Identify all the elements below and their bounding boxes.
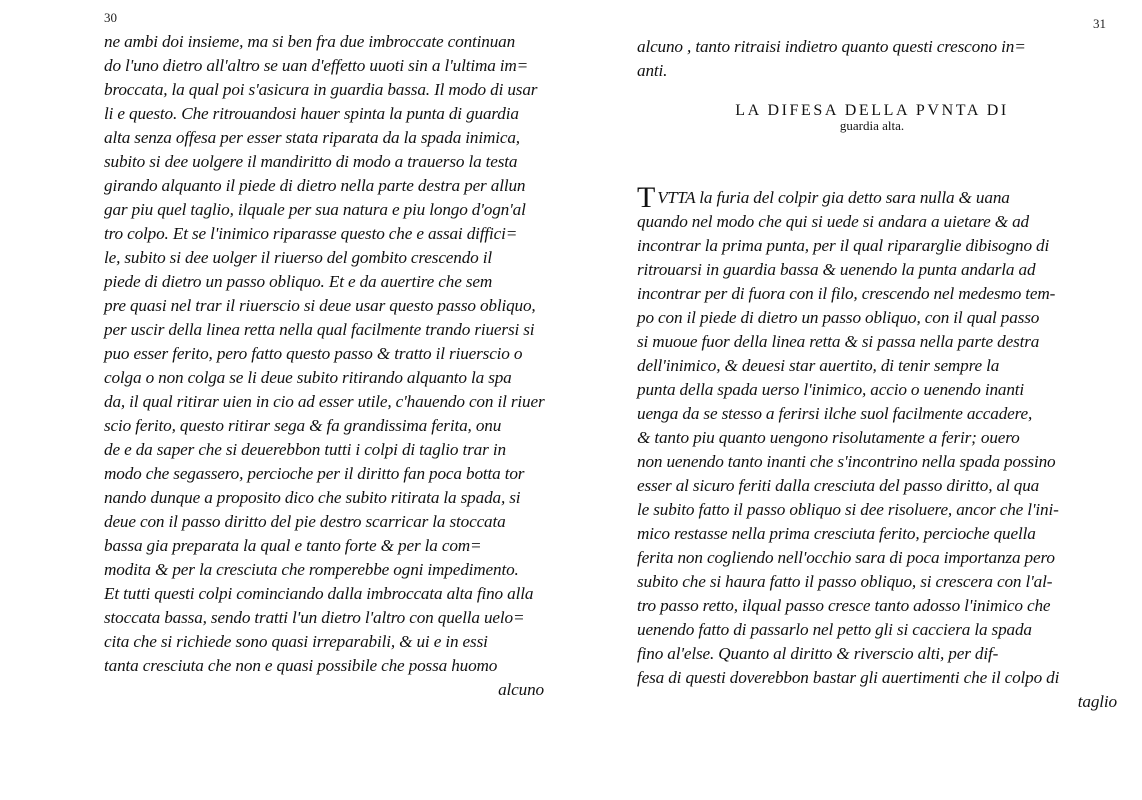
text-line: cita che si richiede sono quasi irreparabili, & ui e in essi [104, 632, 488, 651]
text-line: subito che si haura fatto il passo obliquo, si crescera con l'al- [637, 572, 1053, 591]
text-line: alta senza offesa per esser stata riparata da la spada inimica, [104, 128, 520, 147]
text-line: bassa gia preparata la qual e tanto forte & per la com= [104, 536, 482, 555]
text-line: scio ferito, questo ritirar sega & fa grandissima ferita, onu [104, 416, 502, 435]
text-line: incontrar per di fuora con il filo, crescendo nel medesmo tem- [637, 284, 1056, 303]
text-line: Et tutti questi colpi cominciando dalla imbroccata alta fino alla [104, 584, 534, 603]
text-line: le, subito si dee uolger il riuerso del gombito crescendo il [104, 248, 493, 267]
text-line: non uenendo tanto inanti che s'incontrino nella spada possino [637, 452, 1056, 471]
intro-line: anti. [637, 61, 668, 80]
text-line: subito si dee uolgere il mandiritto di modo a trauerso la testa [104, 152, 518, 171]
text-line: uenga da se stesso a ferirsi ilche suol facilmente accadere, [637, 404, 1033, 423]
left-page-catchword: alcuno [498, 680, 544, 699]
text-line: puo esser ferito, pero fatto questo passo & tratto il riuerscio o [104, 344, 523, 363]
text-line: tro passo retto, ilqual passo cresce tanto adosso l'inimico che [637, 596, 1051, 615]
text-line: modo che segassero, percioche per il diritto fan poca botta tor [104, 464, 525, 483]
text-line: si muoue fuor della linea retta & si passa nella parte destra [637, 332, 1040, 351]
text-line: po con il piede di dietro un passo obliquo, con il qual passo [637, 308, 1040, 327]
text-line: colga o non colga se li deue subito ritirando alquanto la spa [104, 368, 512, 387]
text-line: girando alquanto il piede di dietro nella parte destra per allun [104, 176, 526, 195]
text-line: ritrouarsi in guardia bassa & uenendo la punta andarla ad [637, 260, 1036, 279]
right-page-catchword: taglio [1077, 692, 1117, 711]
left-page-body [104, 30, 574, 702]
text-line: de e da saper che si deuerebbon tutti i colpi di taglio trar in [104, 440, 506, 459]
text-line: esser al sicuro feriti dalla cresciuta del passo diritto, al qua [637, 476, 1040, 495]
text-line: nando dunque a proposito dico che subito ritirata la spada, si [104, 488, 521, 507]
text-line: gar piu quel taglio, ilquale per sua natura e piu longo d'ogn'al [104, 200, 526, 219]
text-line: fesa di questi doverebbon bastar gli auertimenti che il colpo di [637, 668, 1060, 687]
text-line: da, il qual ritirar uien in cio ad esser utile, c'hauendo con il riuer [104, 392, 545, 411]
text-line: li e questo. Che ritrouandosi hauer spinta la punta di guardia [104, 104, 519, 123]
intro-line: alcuno , tanto ritraisi indietro quanto questi crescono in= [637, 37, 1026, 56]
first-line-text: VTTA la furia del colpir gia detto sara nulla & uana [657, 188, 1010, 207]
text-line: & tanto piu quanto uengono risolutamente a ferir; ouero [637, 428, 1020, 447]
text-line: tro colpo. Et se l'inimico riparasse questo che e assai diffici= [104, 224, 518, 243]
text-line: mico restasse nella prima cresciuta ferito, percioche quella [637, 524, 1036, 543]
first-line [637, 181, 1117, 214]
text-line: punta della spada uerso l'inimico, accio o uenendo inanti [637, 380, 1025, 399]
text-line: ferita non cogliendo nell'occhio sara di poca importanza pero [637, 548, 1055, 567]
text-line: do l'uno dietro all'altro se uan d'effetto uuoti sin a l'ultima im= [104, 56, 529, 75]
text-line: deue con il passo diritto del pie destro scarricar la stoccata [104, 512, 506, 531]
text-line: le subito fatto il passo obliquo si dee risoluere, ancor che l'ini- [637, 500, 1059, 519]
text-line: incontrar la prima punta, per il qual ripararglie dibisogno di [637, 236, 1050, 255]
text-line: dell'inimico, & deuesi star auertito, di tenir sempre la [637, 356, 1000, 375]
right-page-intro [637, 35, 1107, 83]
text-line: pre quasi nel trar il riuerscio si deue usar questo passo obliquo, [104, 296, 536, 315]
text-line: quando nel modo che qui si uede si andara a uietare & ad [637, 212, 1029, 231]
left-page-number: 30 [104, 10, 117, 25]
drop-cap: T [637, 181, 656, 214]
section-heading-title: LA DIFESA DELLA PVNTA DI [735, 102, 1009, 119]
right-page [571, 0, 1142, 800]
section-heading-subtitle: guardia alta. [839, 118, 905, 133]
text-line: broccata, la qual poi s'asicura in guardia bassa. Il modo di usar [104, 80, 538, 99]
text-line: ne ambi doi insieme, ma si ben fra due imbroccate continuan [104, 32, 516, 51]
text-line: fino al'else. Quanto al diritto & riverscio alti, per dif- [637, 644, 999, 663]
text-line: stoccata bassa, sendo tratti l'un dietro l'altro con quella uelo= [104, 608, 525, 627]
section-heading [637, 102, 1107, 134]
right-page-number: 31 [1093, 16, 1106, 31]
text-line: uenendo fatto di passarlo nel petto gli si cacciera la spada [637, 620, 1032, 639]
right-page-body [637, 181, 1117, 714]
text-line: modita & per la cresciuta che romperebbe ogni impedimento. [104, 560, 519, 579]
text-line: per uscir della linea retta nella qual facilmente trando riuersi si [104, 320, 535, 339]
text-line: tanta cresciuta che non e quasi possibile che possa huomo [104, 656, 498, 675]
text-line: piede di dietro un passo obliquo. Et e da auertire che sem [104, 272, 493, 291]
